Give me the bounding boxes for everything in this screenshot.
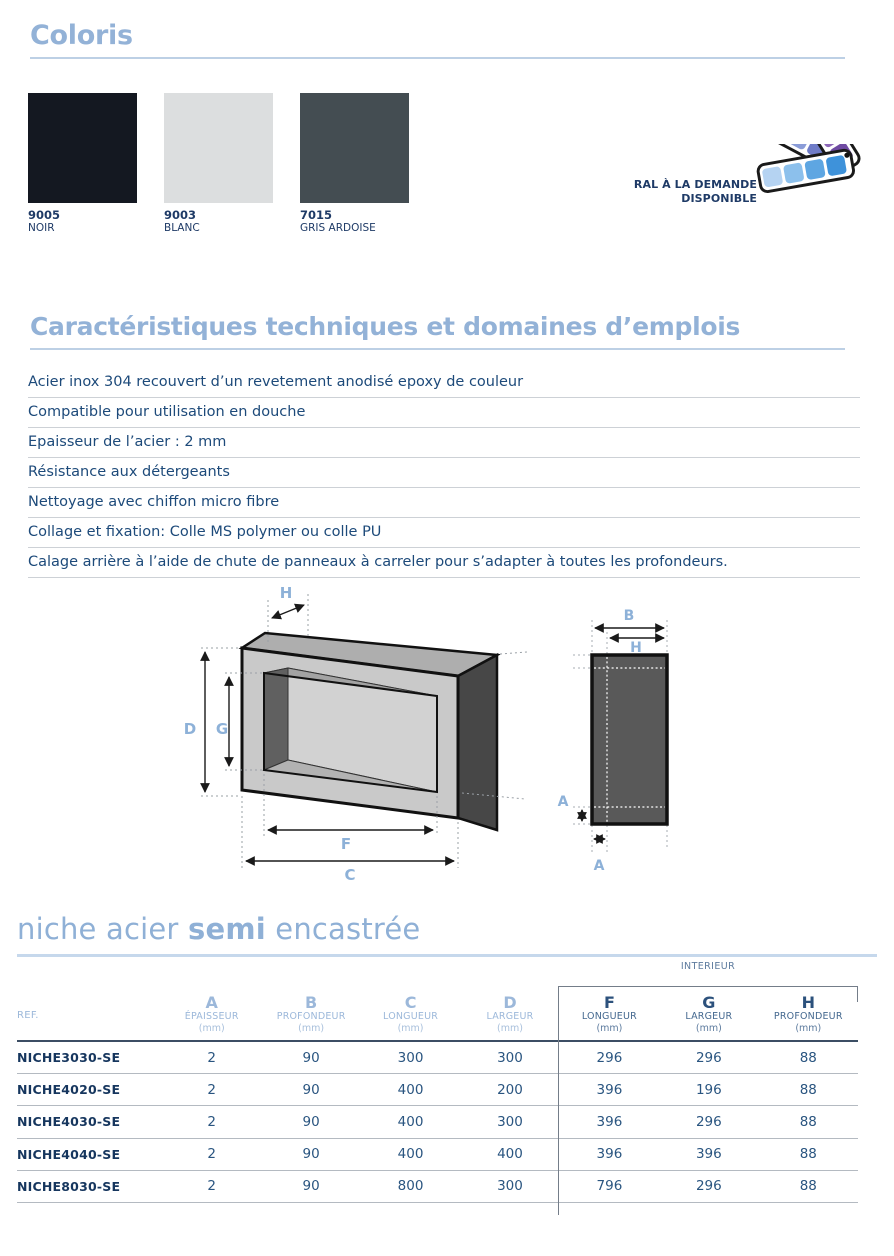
row-ref: NICHE3030-SE [17, 1050, 121, 1066]
row-value: 88 [799, 1113, 817, 1130]
column-label: PROFONDEUR [276, 1011, 346, 1022]
row-value: 396 [596, 1113, 623, 1130]
row-value: 396 [596, 1146, 623, 1163]
column-letter: G [702, 993, 716, 1012]
ral-badge-text [600, 178, 757, 206]
column-unit: (mm) [695, 1023, 722, 1034]
column-letter: A [205, 993, 218, 1012]
interior-group-label: INTERIEUR [680, 961, 736, 972]
dim-label-a-left: A [557, 794, 569, 810]
table-row [17, 1106, 858, 1138]
feature-item [28, 488, 860, 518]
row-value: 2 [207, 1178, 216, 1195]
specs-table [17, 958, 858, 1203]
niche-side-diagram [535, 582, 725, 882]
row-value: 90 [302, 1113, 320, 1130]
column-letter: F [603, 993, 615, 1012]
row-value: 196 [695, 1081, 722, 1098]
feature-text: Epaisseur de l’acier : 2 mm [28, 434, 227, 450]
dim-label-a-bottom: A [593, 858, 605, 874]
swatch-name: NOIR [28, 222, 55, 234]
row-value: 90 [302, 1049, 320, 1066]
ral-badge-line2: DISPONIBLE [681, 192, 757, 205]
caracteristiques-title: Caractéristiques techniques et domaines d’emplois [30, 312, 741, 341]
row-value: 296 [695, 1178, 722, 1195]
row-value: 296 [596, 1049, 623, 1066]
color-swatch [300, 93, 409, 235]
table-row [17, 1171, 858, 1203]
column-letter: D [503, 993, 517, 1012]
product-title-pre: niche acier [17, 912, 188, 946]
row-value: 2 [207, 1113, 216, 1130]
row-value: 296 [695, 1049, 722, 1066]
swatch-code: 9003 [164, 208, 197, 222]
feature-item [28, 548, 860, 578]
dim-label-c: C [344, 866, 356, 884]
row-value: 400 [397, 1146, 424, 1163]
dim-label-h: H [279, 584, 293, 602]
color-swatch [164, 93, 273, 235]
column-unit: (mm) [397, 1023, 424, 1034]
table-row [17, 1074, 858, 1106]
column-unit: (mm) [298, 1023, 325, 1034]
dim-label-f: F [340, 835, 352, 853]
coloris-section-header [30, 20, 845, 59]
row-value: 300 [497, 1049, 523, 1066]
column-unit: (mm) [795, 1023, 822, 1034]
table-row [17, 1042, 858, 1074]
column-label: LONGUEUR [383, 1011, 439, 1022]
row-ref: NICHE4030-SE [17, 1114, 121, 1130]
caracteristiques-section-header [30, 312, 845, 350]
row-value: 400 [497, 1146, 523, 1163]
row-value: 796 [596, 1178, 623, 1195]
column-label: LONGUEUR [581, 1011, 637, 1022]
table-column-header [759, 994, 858, 1034]
row-value: 88 [799, 1178, 817, 1195]
row-value: 88 [799, 1081, 817, 1098]
color-swatch [28, 93, 137, 235]
row-value: 88 [799, 1049, 817, 1066]
table-column-header [261, 994, 360, 1034]
row-value: 300 [397, 1049, 424, 1066]
table-body [17, 1042, 858, 1203]
column-label: PROFONDEUR [773, 1011, 843, 1022]
table-column-header [361, 994, 460, 1034]
column-unit: (mm) [198, 1023, 225, 1034]
row-value: 400 [397, 1113, 424, 1130]
swatch-color-block [28, 93, 137, 203]
swatch-list [28, 93, 409, 235]
column-label: LARGEUR [685, 1011, 733, 1022]
swatch-code: 9005 [28, 208, 61, 222]
column-label: ÉPAISSEUR [184, 1011, 239, 1022]
row-value: 800 [397, 1178, 424, 1195]
ref-column-header: REF. [17, 1010, 39, 1021]
column-unit: (mm) [596, 1023, 623, 1034]
swatch-code: 7015 [300, 208, 333, 222]
row-value: 396 [695, 1146, 722, 1163]
column-unit: (mm) [497, 1023, 523, 1034]
swatch-color-block [300, 93, 409, 203]
row-value: 2 [207, 1146, 216, 1163]
feature-list [28, 368, 860, 578]
row-value: 2 [207, 1049, 216, 1066]
table-column-header [460, 994, 559, 1034]
dim-label-b: B [623, 608, 635, 624]
feature-text: Acier inox 304 recouvert d’un revetement anodisé epoxy de couleur [28, 374, 524, 390]
feature-text: Collage et fixation: Colle MS polymer ou colle PU [28, 524, 382, 540]
fan-strip-top [757, 149, 855, 192]
dim-label-g: G [215, 720, 229, 738]
coloris-title: Coloris [30, 20, 133, 51]
feature-text: Résistance aux détergeants [28, 464, 230, 480]
ral-color-fan-icon [756, 144, 874, 248]
row-value: 400 [397, 1081, 424, 1098]
row-value: 90 [302, 1146, 320, 1163]
feature-item [28, 368, 860, 398]
swatch-name: GRIS ARDOISE [300, 222, 376, 234]
row-value: 300 [497, 1113, 523, 1130]
row-value: 90 [302, 1081, 320, 1098]
feature-item [28, 458, 860, 488]
column-letter: B [305, 993, 318, 1012]
feature-text: Compatible pour utilisation en douche [28, 404, 306, 420]
table-column-header [659, 994, 758, 1034]
row-value: 396 [596, 1081, 623, 1098]
column-label: LARGEUR [486, 1011, 534, 1022]
table-row [17, 1139, 858, 1171]
product-title [17, 912, 877, 957]
row-value: 200 [497, 1081, 523, 1098]
row-ref: NICHE4020-SE [17, 1082, 121, 1098]
row-value: 90 [302, 1178, 320, 1195]
dim-label-h2: H [630, 640, 642, 656]
row-ref: NICHE4040-SE [17, 1146, 121, 1162]
feature-item [28, 518, 860, 548]
feature-text: Nettoyage avec chiffon micro fibre [28, 494, 280, 510]
swatch-color-block [164, 93, 273, 203]
feature-text: Calage arrière à l’aide de chute de panneaux à carreler pour s’adapter à toutes les profondeurs. [28, 554, 728, 570]
row-ref: NICHE8030-SE [17, 1178, 121, 1194]
dim-label-d: D [183, 720, 197, 738]
niche-3d-diagram [180, 578, 530, 893]
feature-item [28, 398, 860, 428]
column-letter: H [801, 993, 815, 1012]
row-value: 88 [799, 1146, 817, 1163]
row-value: 2 [207, 1081, 216, 1098]
swatch-name: BLANC [164, 222, 200, 234]
table-column-header [560, 994, 659, 1034]
table-column-header [162, 994, 261, 1034]
feature-item [28, 428, 860, 458]
row-value: 296 [695, 1113, 722, 1130]
row-value: 300 [497, 1178, 523, 1195]
product-title-bold: semi [187, 912, 266, 946]
product-title-post: encastrée [265, 912, 421, 946]
column-letter: C [404, 993, 417, 1012]
ral-badge-line1: RAL À LA DEMANDE [633, 178, 757, 191]
